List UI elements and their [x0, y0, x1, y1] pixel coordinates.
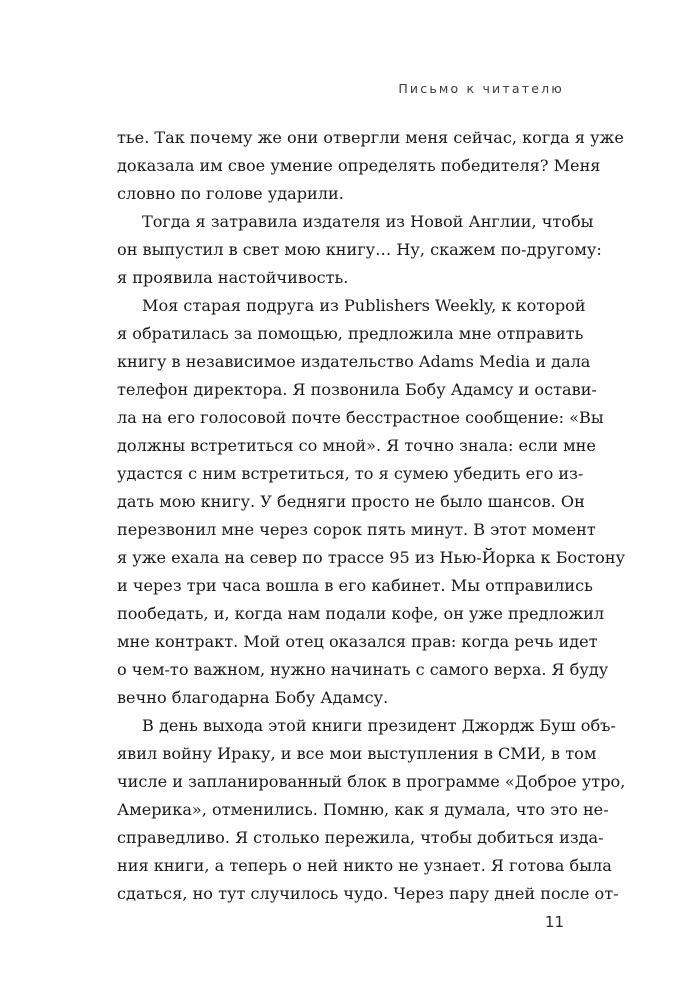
text-line: доказала им свое умение определять победителя? Меня: [117, 156, 601, 175]
text-line: явил войну Ираку, и все мои выступления в СМИ, в том: [117, 744, 597, 763]
text-line: удастся с ним встретиться, то я сумею убедить его из-: [117, 464, 584, 483]
text-line: Моя старая подруга из Publishers Weekly, к которой: [142, 296, 586, 315]
text-line: тье. Так почему же они отвергли меня сейчас, когда я уже: [117, 128, 624, 147]
text-line: вечно благодарна Бобу Адамсу.: [117, 688, 389, 707]
text-line: словно по голове ударили.: [117, 184, 344, 203]
text-line: ния книги, а теперь о ней никто не узнает. Я готова была: [117, 856, 612, 875]
text-line: должны встретиться со мной». Я точно знала: если мне: [117, 436, 596, 455]
text-line: книгу в независимое издательство Adams Media и дала: [117, 352, 591, 371]
text-line: справедливо. Я столько пережила, чтобы добиться изда-: [117, 828, 604, 847]
text-line: пообедать, и, когда нам подали кофе, он уже предложил: [117, 604, 605, 623]
text-line: мне контракт. Мой отец оказался прав: когда речь идет: [117, 632, 598, 651]
text-line: сдаться, но тут случилось чудо. Через пару дней после от-: [117, 884, 619, 903]
text-line: числе и запланированный блок в программе «Доброе утро,: [117, 772, 626, 791]
text-line: он выпустил в свет мою книгу… Ну, скажем по-другому:: [117, 240, 602, 259]
text-line: телефон директора. Я позвонила Бобу Адамсу и остави-: [117, 380, 597, 399]
text-line: Тогда я затравила издателя из Новой Англии, чтобы: [142, 212, 594, 231]
text-line: дать мою книгу. У бедняги просто не было шансов. Он: [117, 492, 585, 511]
text-line: о чем-то важном, нужно начинать с самого верха. Я буду: [117, 660, 609, 679]
text-line: и через три часа вошла в его кабинет. Мы отправились: [117, 576, 593, 595]
text-line: перезвонил мне через сорок пять минут. В этот момент: [117, 520, 596, 539]
text-line: я проявила настойчивость.: [117, 268, 349, 287]
body-text: [117, 124, 626, 908]
text-line: В день выхода этой книги президент Джордж Буш объ-: [142, 716, 616, 735]
text-line: ла на его голосовой почте бесстрастное сообщение: «Вы: [117, 408, 604, 427]
running-header: Письмо к читателю: [398, 81, 564, 96]
page-number: 11: [544, 913, 564, 931]
text-line: я уже ехала на север по трассе 95 из Нью-Йорка к Бостону: [117, 548, 626, 567]
text-line: Америка», отменились. Помню, как я думала, что это не-: [117, 800, 609, 819]
text-line: я обратилась за помощью, предложила мне отправить: [117, 324, 584, 343]
